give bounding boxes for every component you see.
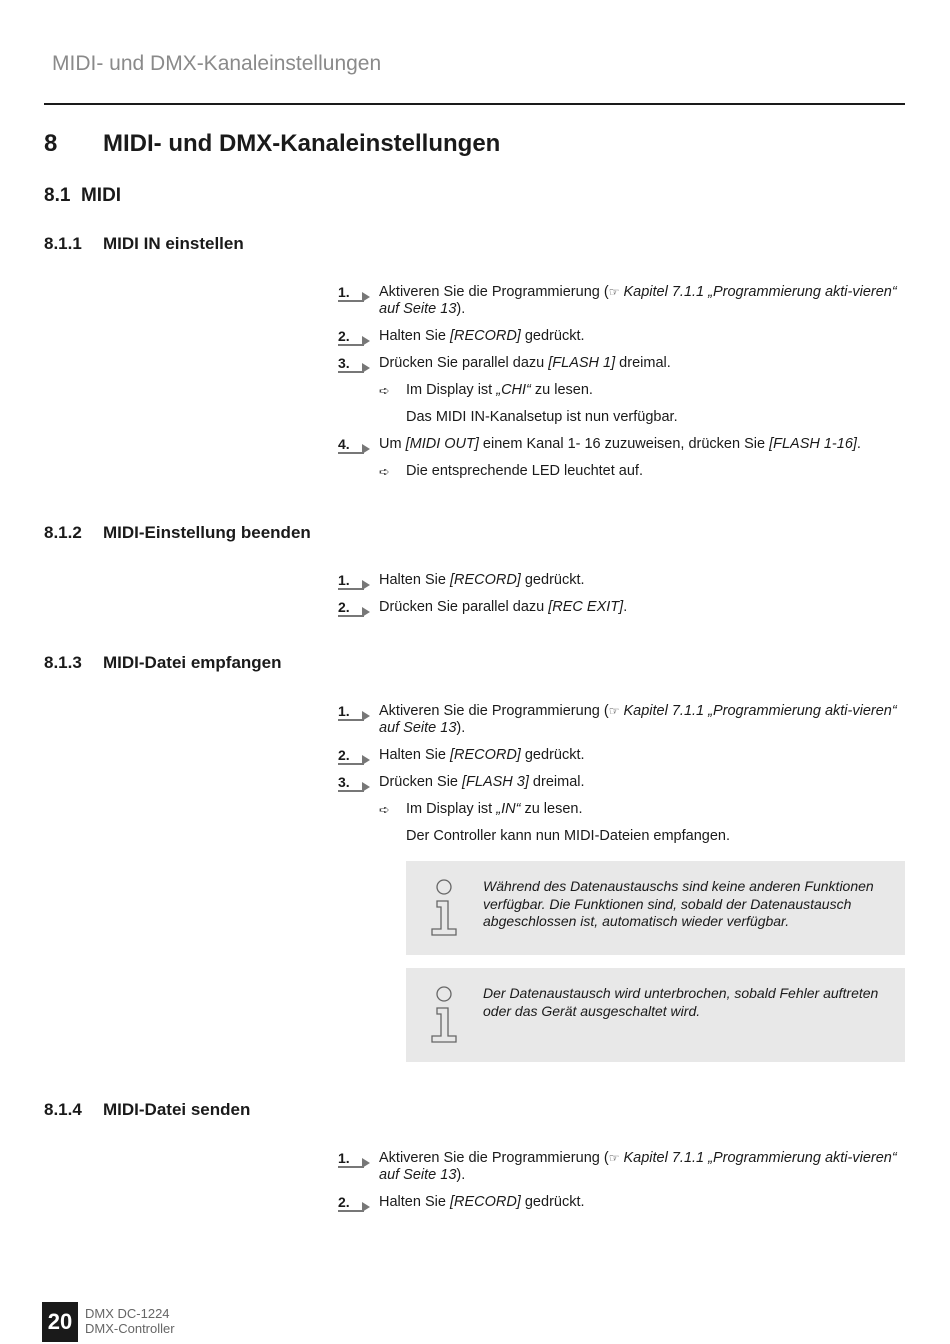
- subsection-heading-814: [44, 1100, 250, 1120]
- step: [338, 1150, 898, 1184]
- step-number: 2.: [338, 328, 379, 345]
- subsection-number: 8.1.3: [44, 653, 82, 672]
- footer-model-name: DMX DC-1224: [85, 1306, 170, 1321]
- step: [338, 747, 898, 764]
- step: [338, 774, 898, 791]
- subsection-number: 8.1.1: [44, 234, 82, 253]
- step-result: ➪ Im Display ist „IN“ zu lesen.: [379, 801, 583, 817]
- step-text: Halten Sie [RECORD] gedrückt.: [379, 328, 585, 344]
- step-number: 1.: [338, 1150, 379, 1167]
- step-number: 1.: [338, 572, 379, 589]
- step: [338, 599, 898, 616]
- info-box: [406, 968, 905, 1062]
- step: [338, 328, 898, 345]
- info-box: [406, 861, 905, 955]
- step-number: 1.: [338, 284, 379, 301]
- step-number: 3.: [338, 355, 379, 372]
- step-text: Halten Sie [RECORD] gedrückt.: [379, 747, 585, 763]
- cross-reference-icon: ☞: [608, 1151, 620, 1165]
- steps-813: [338, 703, 898, 855]
- subsection-number: 8.1.2: [44, 523, 82, 542]
- step-number: 2.: [338, 599, 379, 616]
- subsection-number: 8.1.4: [44, 1100, 82, 1119]
- subsection-heading-811: [44, 234, 244, 254]
- chapter-number: 8: [44, 130, 58, 157]
- footer-product-type: DMX-Controller: [85, 1321, 175, 1336]
- step-number: 2.: [338, 1194, 379, 1211]
- cross-reference-link[interactable]: Kapitel 7.1.1 „Programmierung akti-vieren“ auf Seite 13: [379, 1150, 897, 1183]
- chapter-title: MIDI- und DMX-Kanaleinstellungen: [103, 130, 501, 157]
- result-arrow-icon: ➪: [379, 464, 390, 479]
- info-text: Während des Datenaustauschs sind keine anderen Funktionen verfügbar. Die Funktionen sind, sobald der Datenaustausch abgeschlossen ist, automatisch wieder verfügbar.: [483, 878, 874, 929]
- step-number: 2.: [338, 747, 379, 764]
- footer-product: [85, 1306, 175, 1336]
- header-rule: [44, 103, 905, 105]
- steps-811: [338, 284, 898, 490]
- subsection-heading-812: [44, 523, 311, 543]
- subsection-title: MIDI IN einstellen: [103, 234, 244, 253]
- result-arrow-icon: ➪: [379, 802, 390, 817]
- step-number: 4.: [338, 436, 379, 453]
- page-number: 20: [42, 1302, 78, 1342]
- cross-reference-link[interactable]: Kapitel 7.1.1 „Programmierung akti-vieren“ auf Seite 13: [379, 703, 897, 736]
- subsection-title: MIDI-Datei empfangen: [103, 653, 282, 672]
- chapter-heading: [44, 130, 500, 158]
- step-text: Um [MIDI OUT] einem Kanal 1- 16 zuzuweisen, drücken Sie [FLASH 1-16].: [379, 436, 861, 452]
- step-result: ➪ Im Display ist „CHI“ zu lesen.: [379, 382, 593, 398]
- step-text: Halten Sie [RECORD] gedrückt.: [379, 1194, 585, 1210]
- step: [338, 284, 898, 318]
- subsection-title: MIDI-Einstellung beenden: [103, 523, 311, 542]
- subsection-title: MIDI-Datei senden: [103, 1100, 251, 1119]
- step-text: Drücken Sie [FLASH 3] dreimal.: [379, 774, 585, 790]
- step-text: Aktiveren Sie die Programmierung (☞ Kapitel 7.1.1 „Programmierung akti-vieren“ auf Seite 13).: [379, 1150, 897, 1183]
- section-heading: [44, 185, 121, 207]
- steps-814: [338, 1150, 898, 1221]
- cross-reference-icon: ☞: [608, 704, 620, 718]
- info-icon: [428, 986, 460, 1044]
- info-icon: [428, 879, 460, 937]
- steps-812: [338, 572, 898, 626]
- result-arrow-icon: ➪: [379, 383, 390, 398]
- step: [338, 703, 898, 737]
- section-number: 8.1: [44, 185, 71, 206]
- step-text: Halten Sie [RECORD] gedrückt.: [379, 572, 585, 588]
- running-header: MIDI- und DMX-Kanaleinstellungen: [52, 52, 382, 75]
- step-text: Aktiveren Sie die Programmierung (☞ Kapitel 7.1.1 „Programmierung akti-vieren“ auf Seite 13).: [379, 703, 897, 736]
- step: [338, 1194, 898, 1211]
- info-text: Der Datenaustausch wird unterbrochen, sobald Fehler auftreten oder das Gerät ausgeschaltet wird.: [483, 985, 879, 1019]
- cross-reference-icon: ☞: [608, 285, 620, 299]
- step-text: Drücken Sie parallel dazu [FLASH 1] dreimal.: [379, 355, 671, 371]
- subsection-heading-813: [44, 653, 282, 673]
- step-number: 1.: [338, 703, 379, 720]
- step-result: ➪ Die entsprechende LED leuchtet auf.: [379, 463, 643, 479]
- cross-reference-link[interactable]: Kapitel 7.1.1 „Programmierung akti-vieren“ auf Seite 13: [379, 284, 897, 317]
- step-note: Das MIDI IN-Kanalsetup ist nun verfügbar.: [406, 409, 678, 425]
- step-text: Aktiveren Sie die Programmierung (☞ Kapitel 7.1.1 „Programmierung akti-vieren“ auf Seite 13).: [379, 284, 897, 317]
- step-note: Der Controller kann nun MIDI-Dateien empfangen.: [406, 828, 730, 844]
- step: [338, 355, 898, 372]
- step: [338, 436, 898, 453]
- step-text: Drücken Sie parallel dazu [REC EXIT].: [379, 599, 628, 615]
- step-number: 3.: [338, 774, 379, 791]
- section-title: MIDI: [80, 185, 122, 206]
- step: [338, 572, 898, 589]
